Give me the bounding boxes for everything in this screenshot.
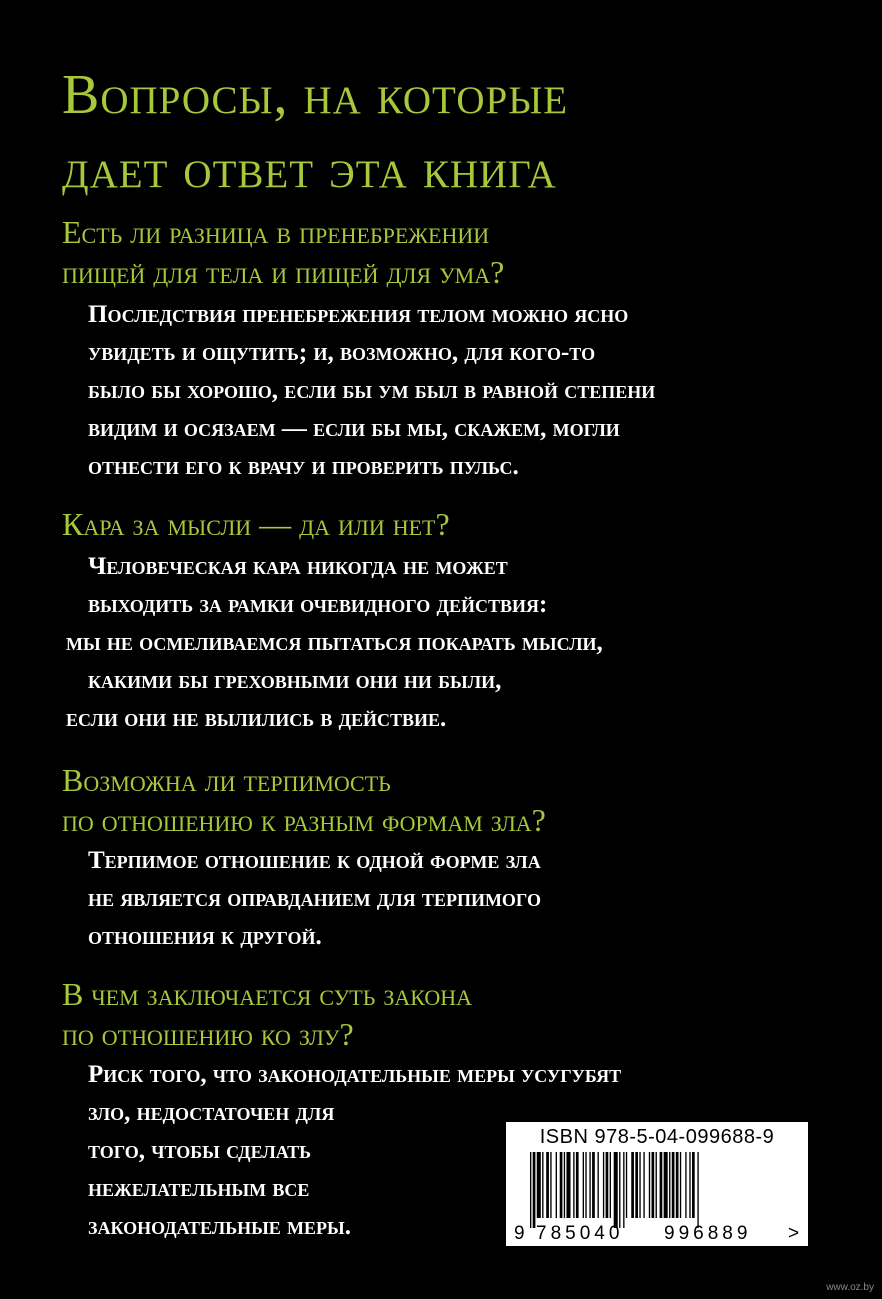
barcode-bar [639,1152,640,1218]
answer-line: законодательные меры. [88,1213,351,1240]
barcode-bar [619,1152,620,1228]
answer-line: нежелательным все [88,1175,310,1202]
answer-line: Риск того, что законодательные меры усугубят [88,1061,622,1088]
isbn-label: ISBN 978-5-04-099688-9 [539,1126,775,1148]
barcode-bar [664,1152,668,1218]
barcode-bar [635,1152,638,1218]
barcode-bar [566,1152,570,1218]
barcode-right-digits: 996889 [664,1223,752,1244]
barcode-end-mark: > [788,1223,800,1244]
question-line: по отношению ко злу? [62,1016,354,1052]
answer-paragraph-3 [88,842,541,956]
answer-line: Последствия пренебрежения телом можно ясно [88,301,629,328]
barcode-first-digit: 9 [514,1223,525,1244]
question-line: по отношению к разным формам зла? [62,802,546,838]
title-line-2: дает ответ эта книга [62,138,557,200]
question-heading-2 [62,504,450,544]
question-line: пищей для тела и пищей для ума? [62,254,505,290]
question-heading-4 [62,974,472,1054]
answer-line: того, чтобы сделать [88,1137,312,1164]
barcode-bar [676,1152,679,1218]
barcode-bar [546,1152,549,1218]
barcode-bar [643,1152,644,1218]
barcode-bar [530,1152,531,1228]
title-line-1: Вопросы, на которые [62,64,569,126]
question-heading-3 [62,760,546,840]
barcode-bar [560,1152,563,1218]
question-line: Возможна ли терпимость [62,762,391,798]
answer-paragraph-1 [88,296,655,486]
answer-line: зло, недостаточен для [88,1099,335,1126]
barcode-bar [550,1152,551,1218]
barcode-bar [592,1152,595,1218]
answer-line: отнести его к врачу и проверить пульс. [88,453,519,480]
answer-line: мы не осмеливаемся пытаться покарать мысли, [66,629,603,656]
answer-line: Терпимое отношение к одной форме зла [88,847,541,874]
barcode-bar [598,1152,599,1218]
barcode-bar [603,1152,604,1218]
question-heading-1 [62,212,504,292]
answer-line: не является оправданием для терпимого [88,885,541,912]
answer-line: Человеческая кара никогда не может [88,553,508,580]
barcode-bar [573,1152,574,1218]
answer-line: было бы хорошо, если бы ум был в равной степени [88,377,656,404]
answer-line: если они не вылились в действие. [66,705,447,732]
barcode-bar [614,1152,618,1228]
answer-line: отношения к другой. [88,923,322,950]
barcode-bar [606,1152,609,1218]
barcode-bar [533,1152,536,1228]
barcode-bar [649,1152,650,1218]
barcode-bar [697,1152,698,1228]
barcode-bar [672,1152,675,1218]
barcode-bar [626,1152,627,1218]
barcode-graphic [506,1122,808,1246]
barcode-bar [689,1152,690,1218]
answer-line: выходить за рамки очевидного действия: [88,591,548,618]
barcode-bar [589,1152,590,1218]
barcode-bar [564,1152,565,1218]
barcode-bar [656,1152,657,1218]
barcode-bar [585,1152,586,1218]
answer-paragraph-2 [66,548,603,738]
barcode-bar [576,1152,579,1218]
barcode-bar [652,1152,655,1218]
barcode-bar [610,1152,611,1218]
barcode-bar [685,1152,686,1218]
barcode-bar [537,1152,541,1218]
watermark: www.oz.by [826,1282,874,1293]
answer-line: увидеть и ощутить; и, возможно, для кого-то [88,339,596,366]
barcode-bar [669,1152,670,1218]
answer-line: видим и осязаем — если бы мы, скажем, могли [88,415,620,442]
barcode-bar [692,1152,695,1218]
question-line: Есть ли разница в пренебрежении [62,214,490,250]
page-title [62,58,842,206]
barcode-bar [542,1152,543,1218]
barcode-bar [631,1152,634,1218]
barcode-bar [680,1152,681,1218]
barcode-bar [660,1152,663,1218]
answer-line: какими бы греховными они ни были, [88,667,502,694]
question-line: Кара за мысли — да или нет? [62,506,450,542]
question-line: В чем заключается суть закона [62,976,473,1012]
isbn-barcode [506,1122,808,1246]
barcode-bar [556,1152,557,1218]
barcode-bar [583,1152,584,1218]
barcode-bar [623,1152,624,1228]
barcode-left-digits: 785040 [536,1223,624,1244]
